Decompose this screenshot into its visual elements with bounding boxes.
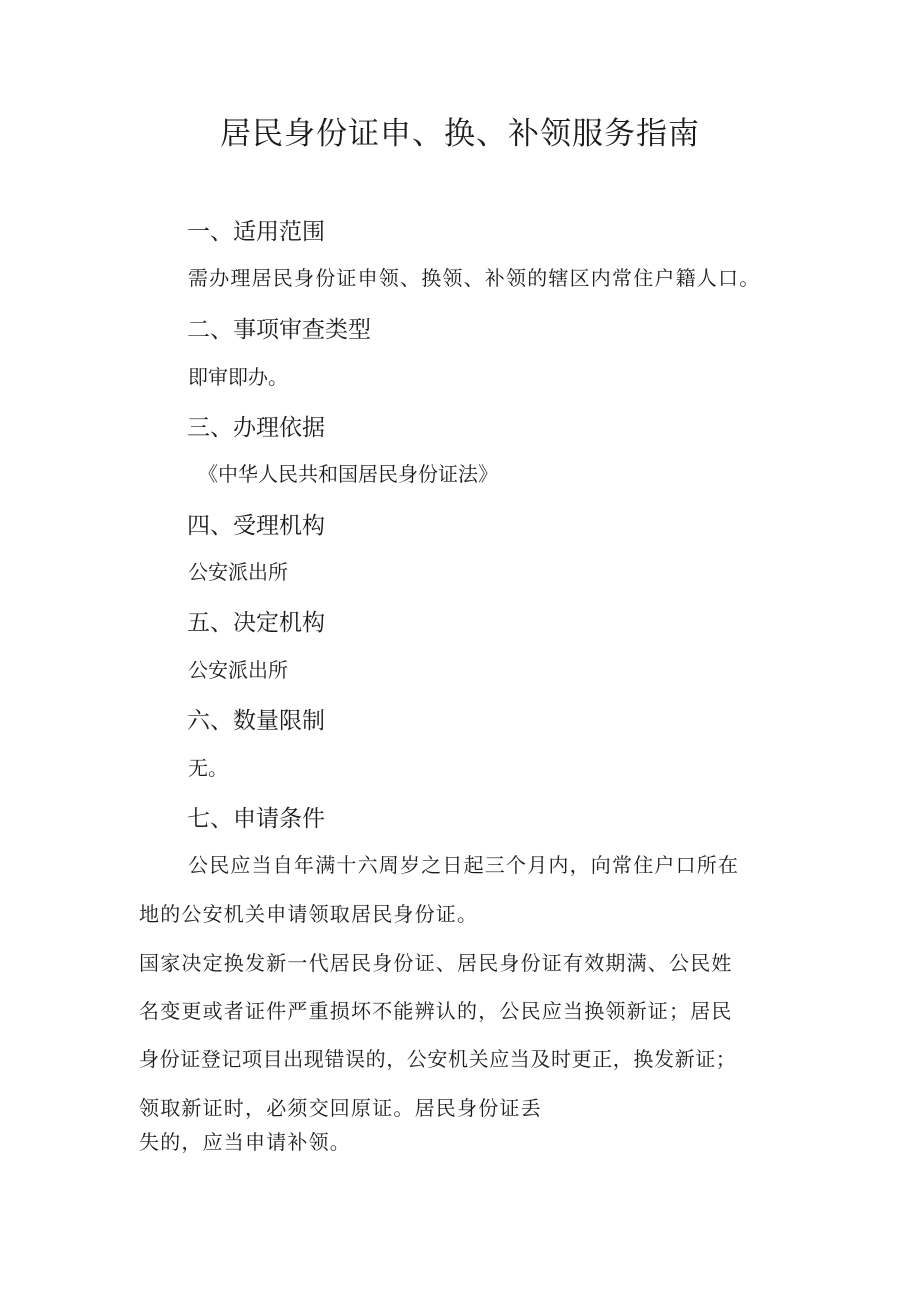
section-heading-quantity-limit: 六、数量限制 [187, 708, 325, 734]
section-body-review-type: 即审即办。 [188, 365, 288, 389]
paragraph-line: 身份证登记项目出现错误的，公安机关应当及时更正，换发新证； [139, 1047, 737, 1071]
paragraph-line: 国家决定换发新一代居民身份证、居民身份证有效期满、公民姓 [139, 951, 733, 975]
section-body-legal-basis: 《中华人民共和国居民身份证法》 [198, 462, 498, 486]
section-heading-review-type: 二、事项审查类型 [187, 317, 371, 343]
paragraph-line: 公民应当自年满十六周岁之日起三个月内，向常住户口所在 [188, 853, 740, 877]
section-body-deciding-agency: 公安派出所 [188, 658, 288, 682]
section-body-accepting-agency: 公安派出所 [188, 560, 288, 584]
paragraph-line: 失的，应当申请补领。 [139, 1130, 351, 1154]
section-heading-conditions: 七、申请条件 [187, 806, 325, 832]
paragraph-line: 名变更或者证件严重损坏不能辨认的，公民应当换领新证；居民 [139, 999, 733, 1023]
page-title: 居民身份证申、换、补领服务指南 [220, 116, 700, 152]
section-heading-legal-basis: 三、办理依据 [187, 415, 325, 441]
section-heading-scope: 一、适用范围 [187, 219, 325, 245]
section-body-quantity-limit: 无。 [188, 756, 228, 780]
section-heading-deciding-agency: 五、决定机构 [187, 610, 325, 636]
section-body-scope: 需办理居民身份证申领、换领、补领的辖区内常住户籍人口。 [188, 266, 761, 290]
paragraph-line: 领取新证时，必须交回原证。居民身份证丢 [139, 1096, 542, 1120]
paragraph-line: 地的公安机关申请领取居民身份证。 [139, 902, 479, 926]
section-heading-accepting-agency: 四、受理机构 [187, 513, 325, 539]
